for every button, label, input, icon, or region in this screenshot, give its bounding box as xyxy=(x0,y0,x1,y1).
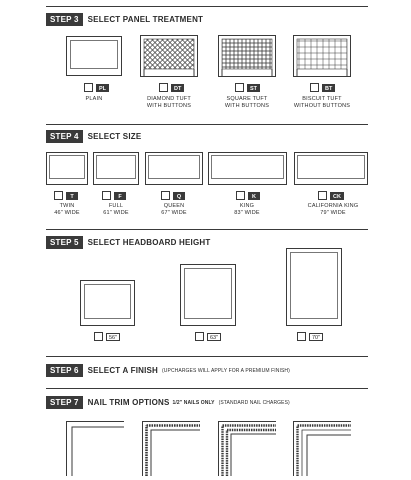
option-queen[interactable] xyxy=(161,191,185,200)
step6-top-rule xyxy=(46,356,368,357)
option-king[interactable] xyxy=(236,191,260,200)
option-diamond-tuft[interactable] xyxy=(159,83,184,92)
biscuit-tuft-headboard-illustration xyxy=(293,35,351,77)
twin-code: T xyxy=(66,192,78,200)
option-height-70[interactable] xyxy=(297,332,323,341)
plain-code: PL xyxy=(96,84,109,92)
full-caption: FULL 61" WIDE xyxy=(103,203,129,216)
step7-note-bold: 1/2" NAILS ONLY xyxy=(172,399,215,406)
diamond-tuft-code: DT xyxy=(171,84,184,92)
step5-title: SELECT HEADBOARD HEIGHT xyxy=(87,238,211,247)
plain-checkbox[interactable] xyxy=(84,83,93,92)
step3-title: SELECT PANEL TREATMENT xyxy=(87,15,204,24)
step4-top-rule xyxy=(46,124,368,125)
diamond-tuft-caption: DIAMOND TUFT WITH BUTTONS xyxy=(146,96,192,109)
step6-note: (UPCHARGES WILL APPLY FOR A PREMIUM FINISH) xyxy=(162,367,290,374)
option-height-63[interactable] xyxy=(195,332,221,341)
step5-header xyxy=(46,236,210,249)
queen-caption: QUEEN 67" WIDE xyxy=(161,203,187,216)
king-checkbox[interactable] xyxy=(236,191,245,200)
california-king-checkbox[interactable] xyxy=(318,191,327,200)
height-70-code: 70" xyxy=(309,333,323,341)
step6-badge: STEP 6 xyxy=(46,364,83,377)
height-63-checkbox[interactable] xyxy=(195,332,204,341)
nail-trim-none-illustration xyxy=(66,421,124,476)
step4-badge: STEP 4 xyxy=(46,130,83,143)
option-twin[interactable] xyxy=(54,191,78,200)
square-tuft-headboard-illustration xyxy=(218,35,276,77)
option-california-king[interactable] xyxy=(318,191,344,200)
step4-title: SELECT SIZE xyxy=(87,132,142,141)
step4-header xyxy=(46,130,141,143)
full-code: F xyxy=(114,192,126,200)
step7-title: NAIL TRIM OPTIONS xyxy=(87,398,170,407)
queen-checkbox[interactable] xyxy=(161,191,170,200)
biscuit-tuft-checkbox[interactable] xyxy=(310,83,319,92)
step7-header xyxy=(46,396,290,409)
diamond-tuft-checkbox[interactable] xyxy=(159,83,168,92)
height-56-checkbox[interactable] xyxy=(94,332,103,341)
step5-badge: STEP 5 xyxy=(46,236,83,249)
nail-trim-inset-row-illustration xyxy=(293,421,351,476)
height-63-code: 63" xyxy=(207,333,221,341)
step3-header xyxy=(46,13,203,26)
height-70-checkbox[interactable] xyxy=(297,332,306,341)
california-king-code: CK xyxy=(330,192,344,200)
diamond-tuft-headboard-illustration xyxy=(140,35,198,77)
biscuit-tuft-code: BT xyxy=(322,84,335,92)
full-checkbox[interactable] xyxy=(102,191,111,200)
step3-top-rule xyxy=(46,6,368,7)
nail-trim-single-row-illustration xyxy=(142,421,200,476)
square-tuft-code: ST xyxy=(247,84,260,92)
height-56-code: 56" xyxy=(106,333,120,341)
option-height-56[interactable] xyxy=(94,332,120,341)
step6-header xyxy=(46,364,290,377)
twin-caption: TWIN 46" WIDE xyxy=(54,203,80,216)
plain-caption: PLAIN xyxy=(85,96,103,102)
twin-checkbox[interactable] xyxy=(54,191,63,200)
king-caption: KING 83" WIDE xyxy=(234,203,260,216)
square-tuft-caption: SQUARE TUFT WITH BUTTONS xyxy=(224,96,270,109)
option-square-tuft[interactable] xyxy=(235,83,260,92)
nail-trim-double-row-illustration xyxy=(218,421,276,476)
biscuit-tuft-caption: BISCUIT TUFT WITHOUT BUTTONS xyxy=(293,96,351,109)
option-biscuit-tuft[interactable] xyxy=(310,83,335,92)
option-full[interactable] xyxy=(102,191,126,200)
queen-code: Q xyxy=(173,192,185,200)
step7-badge: STEP 7 xyxy=(46,396,83,409)
king-code: K xyxy=(248,192,260,200)
step7-note: (STANDARD NAIL CHARGES) xyxy=(218,399,290,406)
california-king-caption: CALIFORNIA KING 79" WIDE xyxy=(307,203,359,216)
step6-title: SELECT A FINISH xyxy=(87,366,159,375)
option-plain[interactable] xyxy=(84,83,109,92)
step7-top-rule xyxy=(46,388,368,389)
step5-top-rule xyxy=(46,229,368,230)
square-tuft-checkbox[interactable] xyxy=(235,83,244,92)
step3-badge: STEP 3 xyxy=(46,13,83,26)
